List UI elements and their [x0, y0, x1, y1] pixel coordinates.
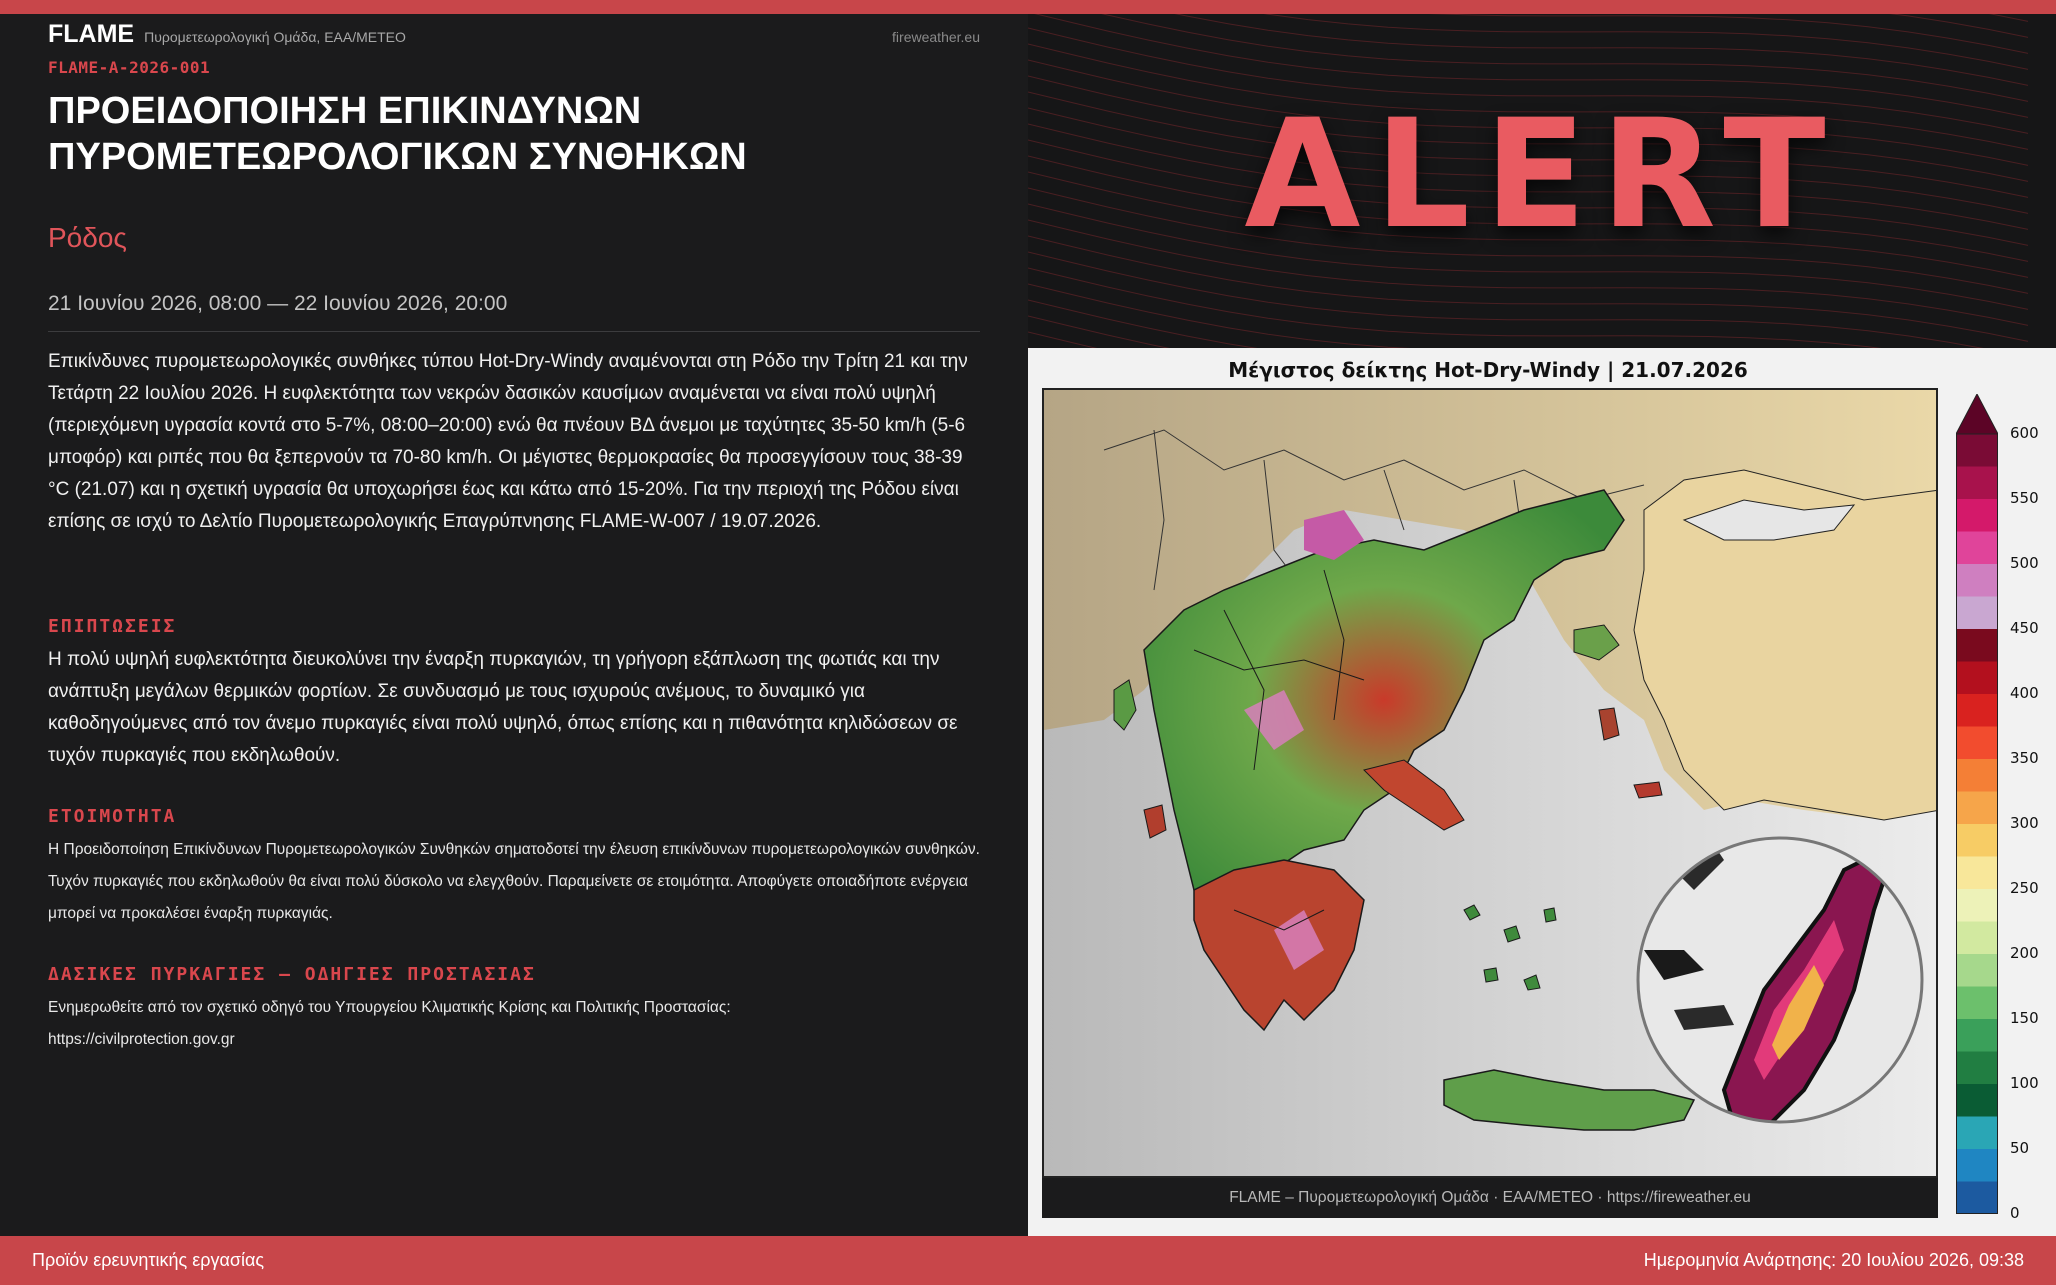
banner-wave-line [1028, 268, 2028, 348]
colorbar-segment [1956, 1117, 1998, 1150]
colorbar-tick-label: 50 [2010, 1139, 2030, 1157]
colorbar-extend-arrow [1956, 394, 1998, 434]
colorbar-segment [1956, 857, 1998, 890]
colorbar-segment [1956, 1019, 1998, 1052]
colorbar-segment [1956, 792, 1998, 825]
alert-word: ALERT [1244, 88, 1840, 262]
colorbar-segment [1956, 597, 1998, 630]
brand-header [48, 20, 980, 60]
banner-wave-line [1028, 14, 2028, 21]
colorbar-segment [1956, 759, 1998, 792]
colorbar-segment [1956, 987, 1998, 1020]
colorbar-segment [1956, 727, 1998, 760]
colorbar-segment [1956, 499, 1998, 532]
colorbar-segment [1956, 1149, 1998, 1182]
impacts-text: Η πολύ υψηλή ευφλεκτότητα διευκολύνει την έναρξη πυρκαγιών, τη γρήγορη εξάπλωση της φωτιάς και την ανάπτυξη μεγάλων θερμικών φορτίων. Σε συνδυασμό με τους ισχυρούς ανέμους, το δυναμικό για καθοδηγούμενες από τον άνεμο πυρκαγιές είναι πολύ υψηλό, όπως επίσης και η πιθανότητα κηλιδώσεων σε τυχόν πυρκαγιές που εκδηλωθούν. [48, 649, 958, 766]
footer-bar [0, 1236, 2056, 1285]
colorbar-segment [1956, 694, 1998, 727]
greece-map [1044, 390, 1938, 1178]
colorbar-tick-label: 350 [2010, 749, 2039, 767]
colorbar [1956, 394, 1998, 1214]
colorbar-segment [1956, 629, 1998, 662]
hot-dry-windy-map-figure [1028, 348, 2056, 1236]
brand-name: FLAME [48, 20, 135, 48]
colorbar-segment [1956, 467, 1998, 500]
brand-subtitle: Πυρομετεωρολογική Ομάδα, ΕΑΑ/ΜΕΤΕΟ [144, 29, 406, 45]
colorbar-segment [1956, 434, 1998, 467]
map-frame[interactable] [1042, 388, 1938, 1178]
site-link[interactable]: fireweather.eu [892, 29, 980, 45]
divider [48, 331, 980, 332]
protection-guide-text [48, 992, 988, 1056]
readiness-heading: ΕΤΟΙΜΟΤΗΤΑ [48, 806, 177, 827]
protection-guide-description: Ενημερωθείτε από τον σχετικό οδηγό του Υπουργείου Κλιματικής Κρίσης και Πολιτικής Προστασίας: [48, 999, 731, 1016]
alert-text-panel [0, 14, 1028, 1236]
map-title: Μέγιστος δείκτης Hot-Dry-Windy | 21.07.2026 [1228, 358, 1748, 382]
banner-wave-line [1028, 14, 2028, 85]
map-credit: FLAME – Πυρομετεωρολογική Ομάδα · ΕΑΑ/ΜΕΤΕΟ · https://fireweather.eu [1042, 1178, 1938, 1218]
banner-wave-line [1028, 14, 2028, 37]
colorbar-tick-label: 550 [2010, 489, 2039, 507]
colorbar-tick-label: 200 [2010, 944, 2039, 962]
colorbar-tick-label: 450 [2010, 619, 2039, 637]
civil-protection-link[interactable]: https://civilprotection.gov.gr [48, 1031, 235, 1048]
colorbar-segment [1956, 532, 1998, 565]
colorbar-segment [1956, 1084, 1998, 1117]
colorbar-segment [1956, 954, 1998, 987]
impacts-heading: ΕΠΙΠΤΩΣΕΙΣ [48, 616, 177, 637]
colorbar-segment [1956, 662, 1998, 695]
colorbar-tick-label: 300 [2010, 814, 2039, 832]
colorbar-segment [1956, 564, 1998, 597]
alert-location: Ρόδος [48, 222, 127, 253]
samos [1634, 782, 1662, 798]
alert-description: Επικίνδυνες πυρομετεωρολογικές συνθήκες τύπου Hot-Dry-Windy αναμένονται στη Ρόδο την Τρίτη 21 και την Τετάρτη 22 Ιουλίου 2026. Η ευφλεκτότητα των νεκρών δασικών καυσίμων αναμένεται να είναι πολύ υψηλή (περιεχόμενη υγρασία κοντά στο 5-7%, 08:00–20:00) ενώ θα πνέουν ΒΔ άνεμοι με ταχύτητες 35-50 km/h (5-6 μποφόρ) και ριπές που θα ξεπερνούν τα 70-80 km/h. Οι μέγιστες θερμοκρασίες θα προσεγγίσουν τους 38-39 °C (21.07) και η σχετική υγρασία θα υποχωρήσει έως και κάτω από 15-20%. Για την περιοχή της Ρόδου είναι επίσης σε ισχύ το Δελτίο Πυρομετεωρολογικής Επαγρύπνησης FLAME-W-007 / 19.07.2026. [48, 351, 968, 532]
colorbar-segment [1956, 922, 1998, 955]
colorbar-segment [1956, 889, 1998, 922]
banner-wave-line [1028, 14, 2028, 69]
top-accent-stripe [0, 0, 2056, 14]
colorbar-tick-label: 150 [2010, 1009, 2039, 1027]
readiness-text: Η Προειδοποίηση Επικίνδυνων Πυρομετεωρολογικών Συνθηκών σηματοδοτεί την έλευση επικίνδυνων πυρομετεωρολογικών συνθηκών. Τυχόν πυρκαγιές που εκδηλωθούν θα είναι πολύ δύσκολο να ελεγχθούν. Παραμείνετε σε ετοιμότητα. Αποφύγετε οποιαδήποτε ενέργεια μπορεί να προκαλέσει έναρξη πυρκαγιάς. [48, 841, 980, 922]
colorbar-tick-label: 500 [2010, 554, 2039, 572]
alert-visual-panel [1028, 14, 2056, 1236]
footer-publish-date: Ημερομηνία Ανάρτησης: 20 Ιουλίου 2026, 09:38 [1643, 1250, 2024, 1270]
protection-guide-heading: ΔΑΣΙΚΕΣ ΠΥΡΚΑΓΙΕΣ – ΟΔΗΓΙΕΣ ΠΡΟΣΤΑΣΙΑΣ [48, 964, 536, 985]
colorbar-tick-label: 600 [2010, 424, 2039, 442]
alert-period: 21 Ιουνίου 2026, 08:00 — 22 Ιουνίου 2026, 20:00 [48, 292, 508, 315]
footer-disclaimer: Προϊόν ερευνητικής εργασίας [32, 1250, 265, 1270]
colorbar-tick-label: 0 [2010, 1204, 2020, 1222]
colorbar-segment [1956, 1052, 1998, 1085]
colorbar-tick-label: 100 [2010, 1074, 2039, 1092]
alert-id: FLAME-A-2026-001 [48, 58, 211, 77]
page-title: ΠΡΟΕΙΔΟΠΟΙΗΣΗ ΕΠΙΚΙΝΔΥΝΩΝ ΠΥΡΟΜΕΤΕΩΡΟΛΟΓΙΚΩΝ ΣΥΝΘΗΚΩΝ [48, 90, 747, 178]
colorbar-tick-label: 400 [2010, 684, 2039, 702]
banner-wave-line [1028, 300, 2028, 348]
colorbar-segment [1956, 824, 1998, 857]
alert-banner [1028, 14, 2056, 348]
colorbar-segment [1956, 1182, 1998, 1215]
colorbar-tick-label: 250 [2010, 879, 2039, 897]
